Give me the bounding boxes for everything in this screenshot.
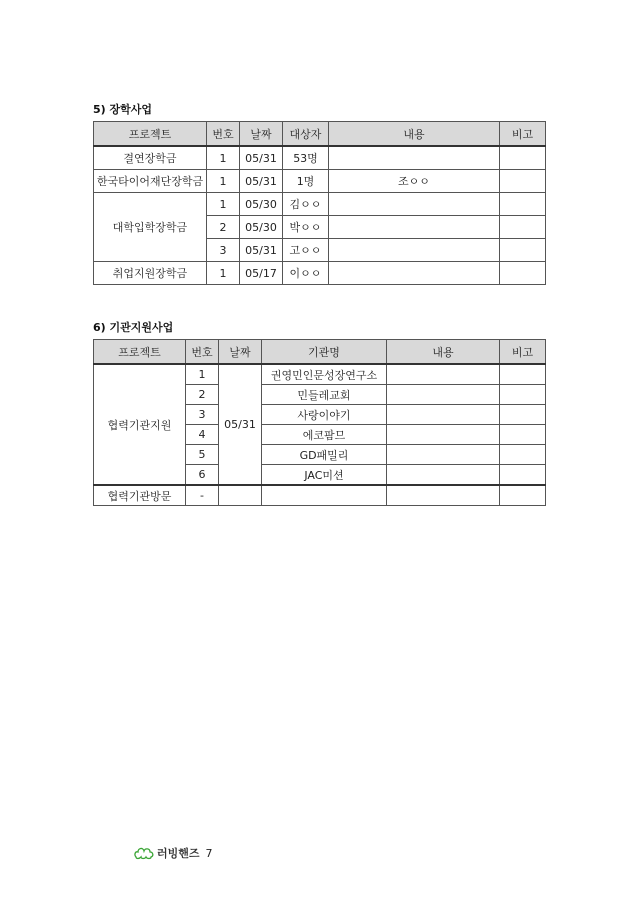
cell-note: [500, 465, 546, 486]
cell-number: 1: [186, 364, 219, 385]
table-header-row: [94, 122, 546, 147]
header-note: 비고: [500, 122, 546, 147]
cell-org-name: 사랑이야기: [262, 405, 387, 425]
header-note: 비고: [500, 340, 546, 365]
table-row: [94, 193, 546, 216]
table-header-row: [94, 340, 546, 365]
cell-target: 박ㅇㅇ: [283, 216, 329, 239]
cell-number: 2: [186, 385, 219, 405]
cell-project: 협력기관지원: [94, 364, 186, 485]
cell-date: 05/31: [219, 364, 262, 485]
cell-org-name: [262, 485, 387, 506]
cell-content: [387, 465, 500, 486]
table-row: [94, 485, 546, 506]
table-row: [94, 364, 546, 385]
cell-date: 05/30: [240, 193, 283, 216]
logo-text: 러빙핸즈: [157, 847, 200, 860]
loving-hands-logo-icon: [134, 846, 154, 860]
cell-org-name: JAC미션: [262, 465, 387, 486]
cell-note: [500, 216, 546, 239]
cell-content: [329, 216, 500, 239]
cell-note: [500, 193, 546, 216]
cell-project: 결연장학금: [94, 146, 207, 170]
cell-note: [500, 445, 546, 465]
cell-target: 김ㅇㅇ: [283, 193, 329, 216]
cell-target: 이ㅇㅇ: [283, 262, 329, 285]
cell-project: 취업지원장학금: [94, 262, 207, 285]
header-content: 내용: [387, 340, 500, 365]
header-number: 번호: [207, 122, 240, 147]
header-date: 날짜: [219, 340, 262, 365]
cell-number: 5: [186, 445, 219, 465]
cell-content: [329, 193, 500, 216]
cell-project: 협력기관방문: [94, 485, 186, 506]
header-date: 날짜: [240, 122, 283, 147]
cell-org-name: 권영민인문성장연구소: [262, 364, 387, 385]
cell-date: 05/30: [240, 216, 283, 239]
cell-content: [387, 485, 500, 506]
cell-org-name: 민들레교회: [262, 385, 387, 405]
cell-note: [500, 364, 546, 385]
header-target: 대상자: [283, 122, 329, 147]
cell-note: [500, 405, 546, 425]
cell-note: [500, 425, 546, 445]
cell-number: 3: [186, 405, 219, 425]
table-row: [94, 146, 546, 170]
cell-note: [500, 170, 546, 193]
cell-note: [500, 146, 546, 170]
section-6-title: 6) 기관지원사업: [93, 321, 174, 334]
cell-target: 53명: [283, 146, 329, 170]
cell-project: 한국타이어재단장학금: [94, 170, 207, 193]
cell-number: 1: [207, 170, 240, 193]
cell-content: [387, 445, 500, 465]
cell-number: 1: [207, 262, 240, 285]
cell-org-name: GD패밀리: [262, 445, 387, 465]
cell-content: [329, 262, 500, 285]
table-row: [94, 262, 546, 285]
cell-content: [387, 364, 500, 385]
section-5-title: 5) 장학사업: [93, 103, 153, 116]
header-project: 프로젝트: [94, 122, 207, 147]
cell-note: [500, 239, 546, 262]
cell-content: [329, 146, 500, 170]
cell-date: 05/17: [240, 262, 283, 285]
cell-number: 2: [207, 216, 240, 239]
cell-number: 1: [207, 193, 240, 216]
cell-date: 05/31: [240, 239, 283, 262]
cell-number: -: [186, 485, 219, 506]
header-project: 프로젝트: [94, 340, 186, 365]
cell-content: [387, 405, 500, 425]
cell-number: 6: [186, 465, 219, 486]
page-footer: [134, 845, 213, 861]
cell-target: 1명: [283, 170, 329, 193]
cell-note: [500, 262, 546, 285]
table-row: [94, 170, 546, 193]
cell-target: 고ㅇㅇ: [283, 239, 329, 262]
header-org-name: 기관명: [262, 340, 387, 365]
cell-content: [329, 239, 500, 262]
cell-number: 3: [207, 239, 240, 262]
cell-note: [500, 485, 546, 506]
cell-content: 조ㅇㅇ: [329, 170, 500, 193]
cell-content: [387, 425, 500, 445]
cell-date: [219, 485, 262, 506]
scholarship-table: [93, 121, 546, 285]
cell-date: 05/31: [240, 146, 283, 170]
cell-content: [387, 385, 500, 405]
cell-number: 4: [186, 425, 219, 445]
cell-number: 1: [207, 146, 240, 170]
cell-date: 05/31: [240, 170, 283, 193]
cell-note: [500, 385, 546, 405]
header-content: 내용: [329, 122, 500, 147]
cell-project: 대학입학장학금: [94, 193, 207, 262]
org-support-table: [93, 339, 546, 506]
page-number: 7: [205, 846, 213, 860]
header-number: 번호: [186, 340, 219, 365]
cell-org-name: 에코팜므: [262, 425, 387, 445]
